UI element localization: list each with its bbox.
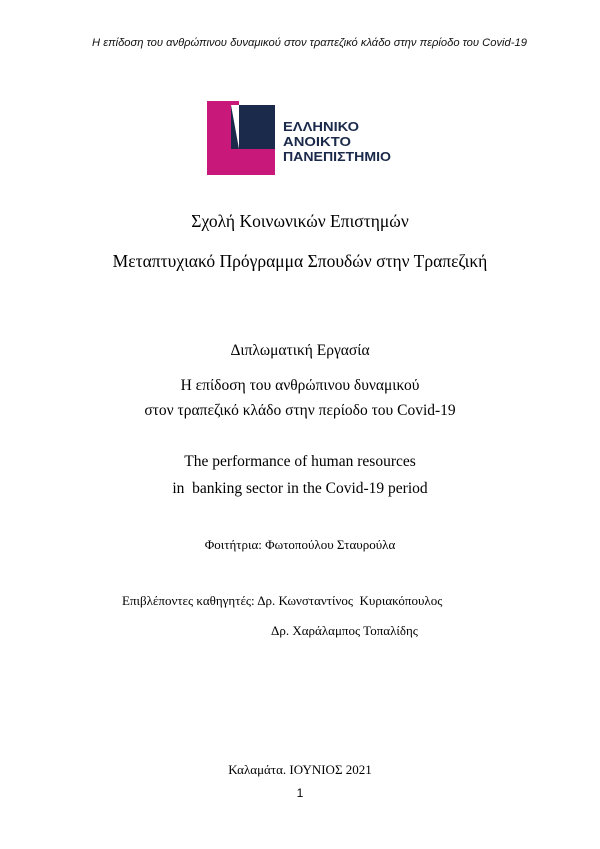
- title-greek-line-2: στον τραπεζικό κλάδο στην περίοδο του Covid-19: [144, 402, 456, 419]
- supervisors-line-2: Δρ. Χαράλαμπος Τοπαλίδης: [271, 623, 418, 638]
- school-name: Σχολή Κοινωνικών Επιστημών: [191, 211, 409, 231]
- logo-line-2: ΑΝΟΙΚΤΟ: [283, 135, 352, 149]
- place-date: Καλαμάτα. ΙΟΥΝΙΟΣ 2021: [228, 762, 372, 777]
- title-english-line-1: The performance of human resources: [184, 453, 416, 470]
- university-logo: [207, 101, 397, 175]
- title-greek-line-1: Η επίδοση του ανθρώπινου δυναμικού: [180, 377, 420, 394]
- program-name: Μεταπτυχιακό Πρόγραμμα Σπουδών στην Τραπεζική: [112, 251, 488, 271]
- page-number: 1: [296, 786, 304, 800]
- supervisors-line-1: Επιβλέποντες καθηγητές: Δρ. Κωνσταντίνος Κυριακόπουλος: [122, 593, 443, 608]
- student-name: Φοιτήτρια: Φωτοπούλου Σταυρούλα: [204, 537, 396, 552]
- thesis-type: Διπλωματική Εργασία: [230, 342, 370, 359]
- running-header: Η επίδοση του ανθρώπινου δυναμικού στον τραπεζικό κλάδο στην περίοδο του Covid-19: [92, 37, 527, 49]
- logo-line-1: ΕΛΛΗΝΙΚΟ: [283, 120, 360, 134]
- title-english-line-2: in banking sector in the Covid-19 period: [172, 480, 428, 497]
- logo-line-3: ΠΑΝΕΠΙΣΤΗΜΙΟ: [283, 150, 392, 164]
